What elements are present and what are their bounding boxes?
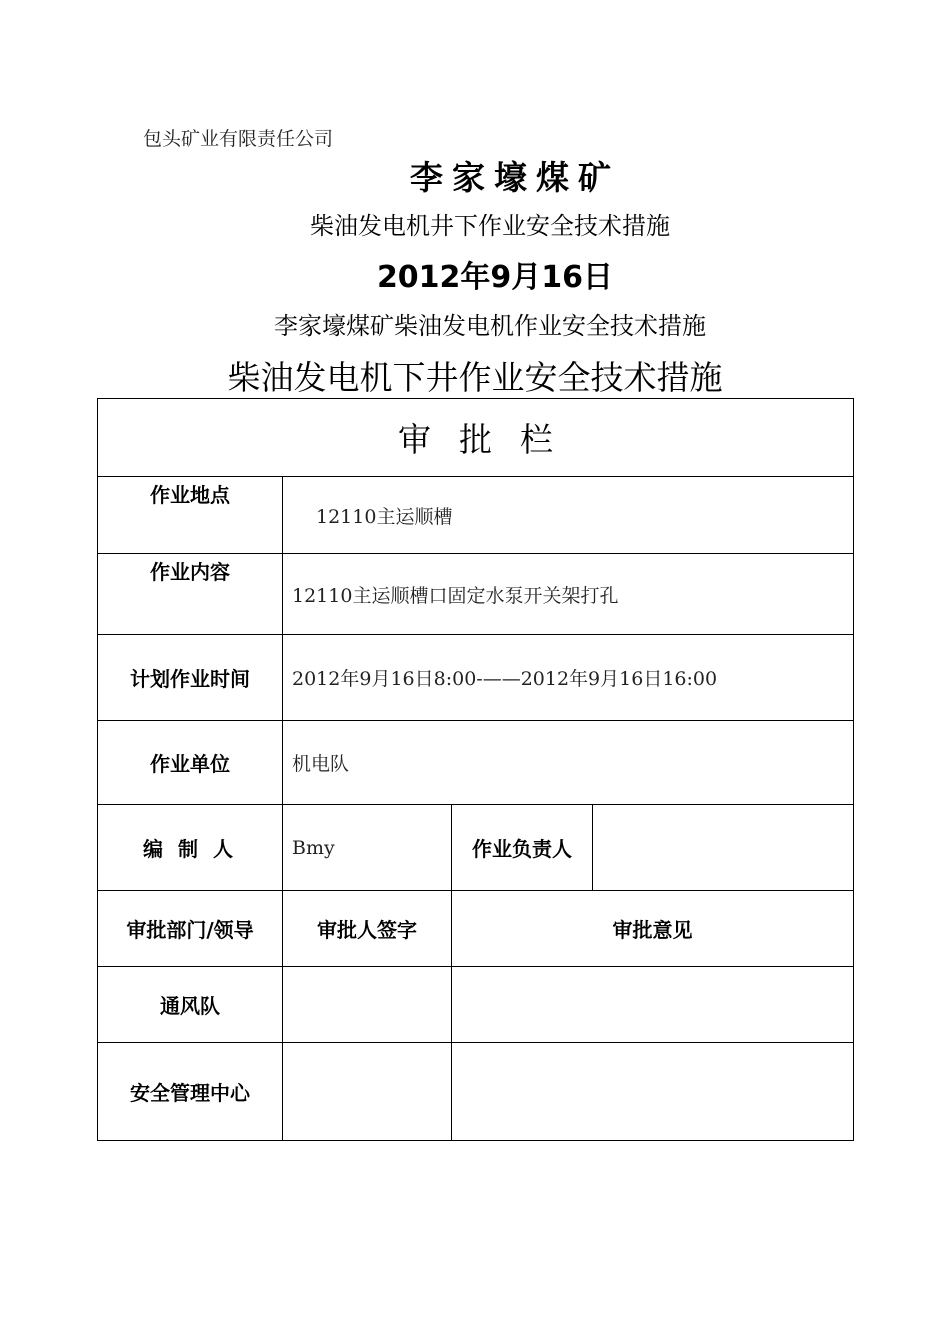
- dept-cell: 安全管理中心: [98, 1043, 283, 1141]
- signature-cell: [283, 967, 452, 1043]
- table-row: [98, 635, 854, 721]
- time-label: 计划作业时间: [98, 635, 283, 721]
- dept-cell: 通风队: [98, 967, 283, 1043]
- signature-cell: [283, 1043, 452, 1141]
- document-date: 2012年9月16日: [376, 260, 614, 295]
- approval-header-row: [98, 891, 854, 967]
- table-row: [98, 721, 854, 805]
- approval-table: [97, 398, 854, 1141]
- table-row: [98, 967, 854, 1043]
- opinion-cell: [452, 967, 854, 1043]
- table-row: [98, 805, 854, 891]
- table-row: [98, 1043, 854, 1141]
- content-label: 作业内容: [98, 554, 283, 635]
- time-value: 2012年9月16日8:00-——2012年9月16日16:00: [283, 635, 854, 721]
- leader-label: 作业负责人: [452, 805, 593, 891]
- leader-value: [593, 805, 854, 891]
- mine-name: 李家壕煤矿: [410, 158, 620, 197]
- opinion-cell: [452, 1043, 854, 1141]
- location-value: 12110主运顺槽: [283, 477, 854, 554]
- document-subtitle-2: 李家壕煤矿柴油发电机作业安全技术措施: [274, 312, 706, 340]
- dept-header: 审批部门/领导: [98, 891, 283, 967]
- unit-value: 机电队: [283, 721, 854, 805]
- table-row: [98, 554, 854, 635]
- document-title: 柴油发电机下井作业安全技术措施: [227, 358, 723, 397]
- signature-header: 审批人签字: [283, 891, 452, 967]
- author-label: 编 制 人: [98, 805, 283, 891]
- content-value: 12110主运顺槽口固定水泵开关架打孔: [283, 554, 854, 635]
- unit-label: 作业单位: [98, 721, 283, 805]
- document-subtitle-1: 柴油发电机井下作业安全技术措施: [310, 212, 670, 240]
- table-heading-row: [98, 399, 854, 477]
- opinion-header: 审批意见: [452, 891, 854, 967]
- location-label: 作业地点: [98, 477, 283, 554]
- author-value: Bmy: [283, 805, 452, 891]
- table-row: [98, 477, 854, 554]
- approval-heading: 审批栏: [98, 399, 854, 477]
- company-name: 包头矿业有限责任公司: [143, 128, 334, 150]
